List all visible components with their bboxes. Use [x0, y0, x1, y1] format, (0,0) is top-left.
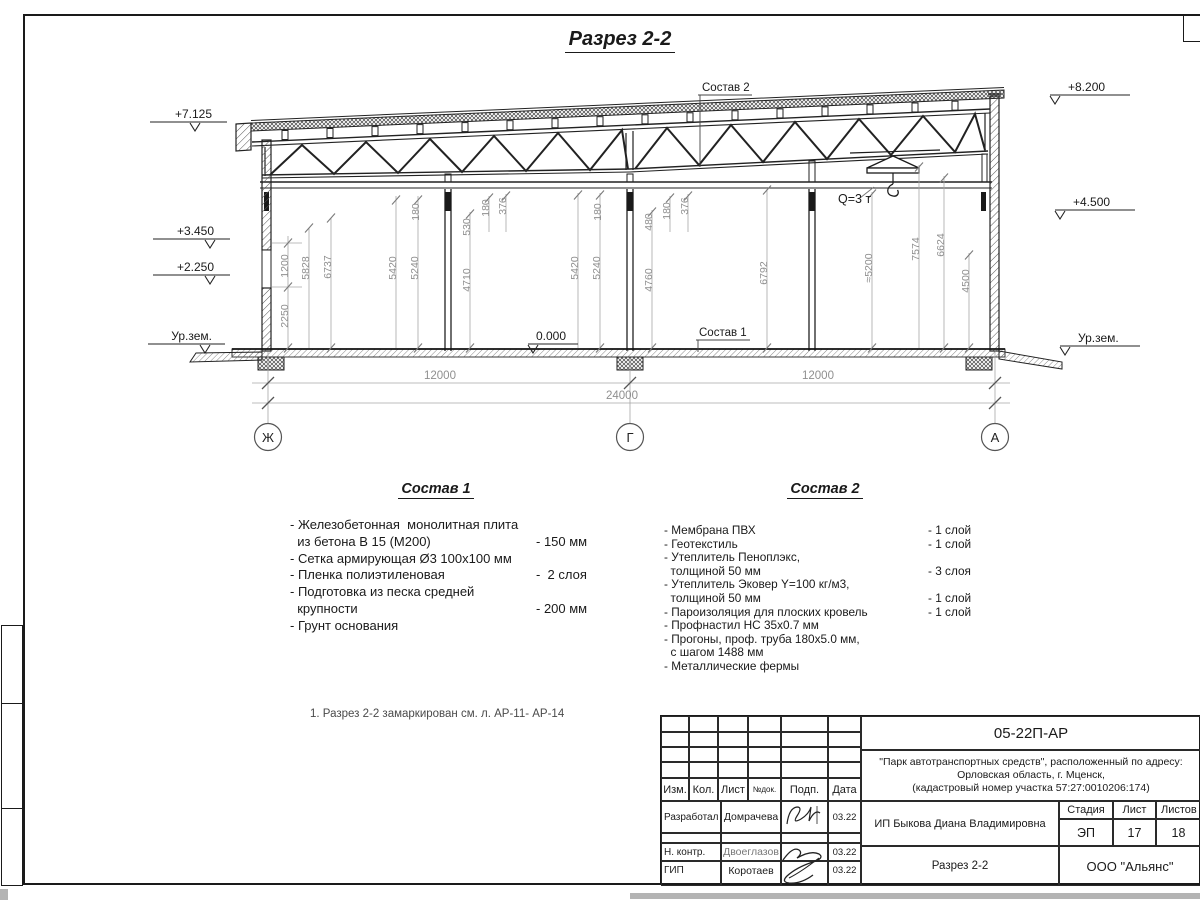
- elevation-label: Ур.зем.: [1078, 331, 1119, 345]
- sostav1-block: [290, 481, 588, 635]
- list-item: - Утеплитель Пеноплэкс,: [664, 550, 801, 565]
- column-header: Кол.: [689, 778, 718, 801]
- dim-label: 12000: [802, 370, 834, 382]
- zero-level-label: 0.000: [536, 329, 567, 343]
- list-item: толщиной 50 мм - 3 слоя: [664, 563, 971, 578]
- column-header: №док.: [748, 778, 781, 801]
- list-item: - Металлические фермы: [664, 658, 800, 673]
- dim-label: 480: [643, 213, 655, 231]
- sostav2-title: Состав 2: [664, 481, 986, 497]
- dim-label: 530: [461, 218, 473, 236]
- axis-label: Ж: [261, 430, 275, 445]
- role-label: Разработал: [661, 801, 721, 833]
- dim-label: 376: [497, 197, 509, 215]
- elevation-label: Ур.зем.: [171, 329, 212, 343]
- project-line: "Парк автотранспортных средств", расположенный по адресу:: [879, 756, 1183, 768]
- column-header: Дата: [828, 778, 861, 801]
- person-name: Двоеглазов: [721, 843, 781, 861]
- dim-label: 376: [679, 197, 691, 215]
- dim-label: 4760: [643, 268, 655, 292]
- client-name: ИП Быкова Диана Владимировна: [861, 801, 1059, 846]
- title-block: [660, 715, 1200, 885]
- list-item: толщиной 50 мм - 1 слой: [664, 590, 972, 605]
- list-item: - Мембрана ПВХ - 1 слой: [664, 523, 972, 537]
- column-header: Подп.: [781, 778, 828, 801]
- dim-label: 180: [410, 203, 422, 221]
- dim-label: 7574: [910, 237, 922, 261]
- dim-label: 2250: [279, 304, 291, 328]
- top-right-stamp-box: [1183, 14, 1200, 42]
- project-line: Орловская область, г. Мценск,: [957, 769, 1105, 781]
- scan-shadow: [630, 893, 1200, 899]
- sostav1-pointer-label: Состав 1: [699, 327, 747, 339]
- signature-cell: [781, 801, 828, 833]
- document-number: 05-22П-АР: [861, 716, 1200, 750]
- list-item: - Пленка полиэтиленовая - 2 слоя: [290, 567, 587, 583]
- sostav2-list: [664, 524, 986, 674]
- axis-label: А: [990, 430, 1000, 445]
- dim-label: 5828: [300, 256, 312, 280]
- stage-header: Стадия: [1059, 801, 1113, 819]
- dim-label: 5240: [409, 256, 421, 280]
- dim-label: 24000: [606, 390, 638, 402]
- left-margin-cell: [1, 703, 23, 809]
- sheets-total-value: 18: [1156, 819, 1200, 846]
- column-header: Лист: [718, 778, 748, 801]
- role-label: ГИП: [661, 861, 721, 886]
- left-margin-cell: [1, 808, 23, 886]
- dim-label: 4710: [461, 268, 473, 292]
- project-line: (кадастровый номер участка 57:27:0010206:174): [912, 782, 1150, 794]
- stage-value: ЭП: [1059, 819, 1113, 846]
- axis-label: Г: [626, 430, 634, 445]
- list-item: - Подготовка из песка средней: [290, 584, 475, 600]
- list-item: - Утеплитель Эковер Y=100 кг/м3,: [664, 577, 850, 592]
- dim-label: 5420: [387, 256, 399, 280]
- elevation-label: +3.450: [176, 224, 214, 238]
- drawing-name: Разрез 2-2: [861, 846, 1059, 886]
- elevation-label: +4.500: [1073, 195, 1111, 209]
- dim-label: 5240: [591, 256, 603, 280]
- dim-label: 180: [480, 199, 492, 217]
- dim-label: 1200: [279, 254, 291, 278]
- dim-label: 12000: [424, 370, 456, 382]
- elevation-label: +7.125: [174, 107, 212, 121]
- left-margin-cell: [1, 625, 23, 704]
- list-item: - Железобетонная монолитная плита: [290, 517, 519, 532]
- list-item: - Геотекстиль - 1 слой: [664, 536, 972, 551]
- column-header: Изм.: [661, 778, 689, 801]
- person-name: Коротаев: [721, 861, 781, 886]
- dim-label: 180: [592, 203, 604, 221]
- project-description: [861, 750, 1200, 801]
- signature-date: 03.22: [828, 861, 861, 886]
- sostav1-title: Состав 1: [290, 481, 582, 497]
- elevation-label: +8.200: [1068, 80, 1106, 94]
- signature-cell: [781, 861, 828, 886]
- list-item: - Грунт основания: [290, 617, 399, 633]
- dim-label: 6792: [758, 261, 770, 285]
- signature-date: 03.22: [828, 801, 861, 833]
- dim-label: 180: [661, 202, 673, 220]
- list-item: из бетона В 15 (М200) - 150 мм: [290, 533, 588, 549]
- list-item: - Сетка армирующая Ø3 100х100 мм: [290, 550, 512, 566]
- crane-capacity-label: Q=3 т: [838, 192, 872, 206]
- dim-label: 6624: [935, 233, 947, 257]
- signature-cell: [781, 843, 828, 861]
- elevation-label: +2.250: [176, 260, 214, 274]
- dim-label: 6737: [322, 255, 334, 279]
- sostav1-list: [290, 517, 588, 635]
- signature-date: 03.22: [828, 843, 861, 861]
- company-name: ООО "Альянс": [1059, 846, 1200, 886]
- sheet-value: 17: [1113, 819, 1156, 846]
- dim-label: ≈5200: [863, 253, 875, 283]
- list-item: - Профнастил НС 35х0.7 мм: [664, 618, 819, 633]
- dim-label: 5420: [569, 256, 581, 280]
- person-name: Домрачева: [721, 801, 781, 833]
- sostav2-pointer-label: Состав 2: [702, 82, 750, 94]
- list-item: с шагом 1488 мм: [664, 645, 764, 660]
- role-label: Н. контр.: [661, 843, 721, 861]
- list-item: - Пароизоляция для плоских кровель - 1 слой: [664, 604, 972, 619]
- sheets-header: Листов: [1156, 801, 1200, 819]
- sheet-note: 1. Разрез 2-2 замаркирован см. л. АР-11- АР-14: [310, 708, 565, 720]
- page-title: Разрез 2-2: [470, 28, 770, 51]
- list-item: - Прогоны, проф. труба 180х5.0 мм,: [664, 631, 860, 646]
- list-item: крупности - 200 мм: [290, 600, 588, 616]
- sostav2-block: [664, 481, 986, 674]
- sheet-header: Лист: [1113, 801, 1156, 819]
- dim-label: 4500: [960, 269, 972, 293]
- scan-shadow: [0, 889, 8, 900]
